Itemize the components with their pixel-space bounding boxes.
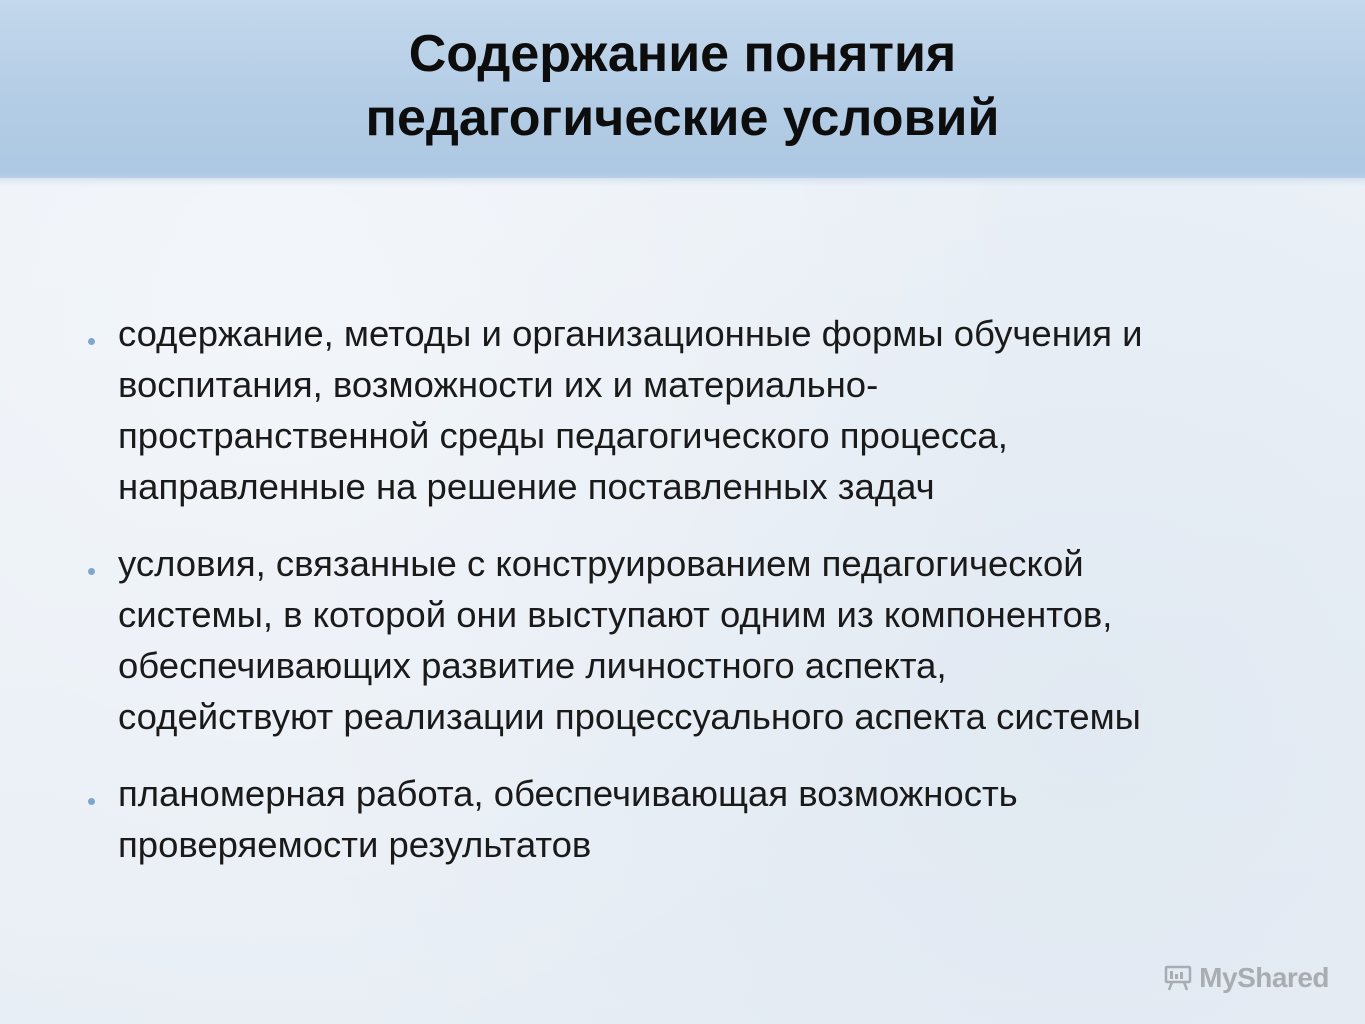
bullet-1-line-4: направленные на решение поставленных задач bbox=[118, 466, 935, 507]
bullet-dot-icon bbox=[88, 798, 95, 805]
presentation-board-icon bbox=[1163, 963, 1193, 993]
watermark-text: MyShared bbox=[1199, 962, 1329, 993]
bullet-item-1 bbox=[80, 308, 1340, 512]
bullet-2-line-2: системы, в которой они выступают одним из компонентов, bbox=[118, 594, 1113, 635]
slide-title bbox=[0, 22, 1365, 150]
bullet-1-line-1: содержание, методы и организационные формы обучения и bbox=[118, 313, 1143, 354]
bullet-2-line-1: условия, связанные с конструированием педагогической bbox=[118, 543, 1084, 584]
bullet-3-line-2: проверяемости результатов bbox=[118, 824, 592, 865]
bullet-item-2 bbox=[80, 538, 1340, 742]
bullet-2-line-3: обеспечивающих развитие личностного аспекта, bbox=[118, 645, 947, 686]
bullet-1-line-2: воспитания, возможности их и материально- bbox=[118, 364, 879, 405]
watermark[interactable] bbox=[1163, 962, 1329, 994]
bullet-list bbox=[80, 308, 1340, 896]
bullet-item-3 bbox=[80, 768, 1340, 870]
bullet-3-line-1: планомерная работа, обеспечивающая возможность bbox=[118, 773, 1018, 814]
bullet-dot-icon bbox=[88, 568, 95, 575]
bullet-1-line-3: пространственной среды педагогического процесса, bbox=[118, 415, 1008, 456]
bullet-2-line-4: содействуют реализации процессуального аспекта системы bbox=[118, 696, 1141, 737]
header-band-edge bbox=[0, 172, 1365, 186]
slide-title-line-2: педагогические условий bbox=[365, 89, 1000, 147]
bullet-dot-icon bbox=[88, 338, 95, 345]
slide-title-line-1: Содержание понятия bbox=[408, 25, 957, 83]
